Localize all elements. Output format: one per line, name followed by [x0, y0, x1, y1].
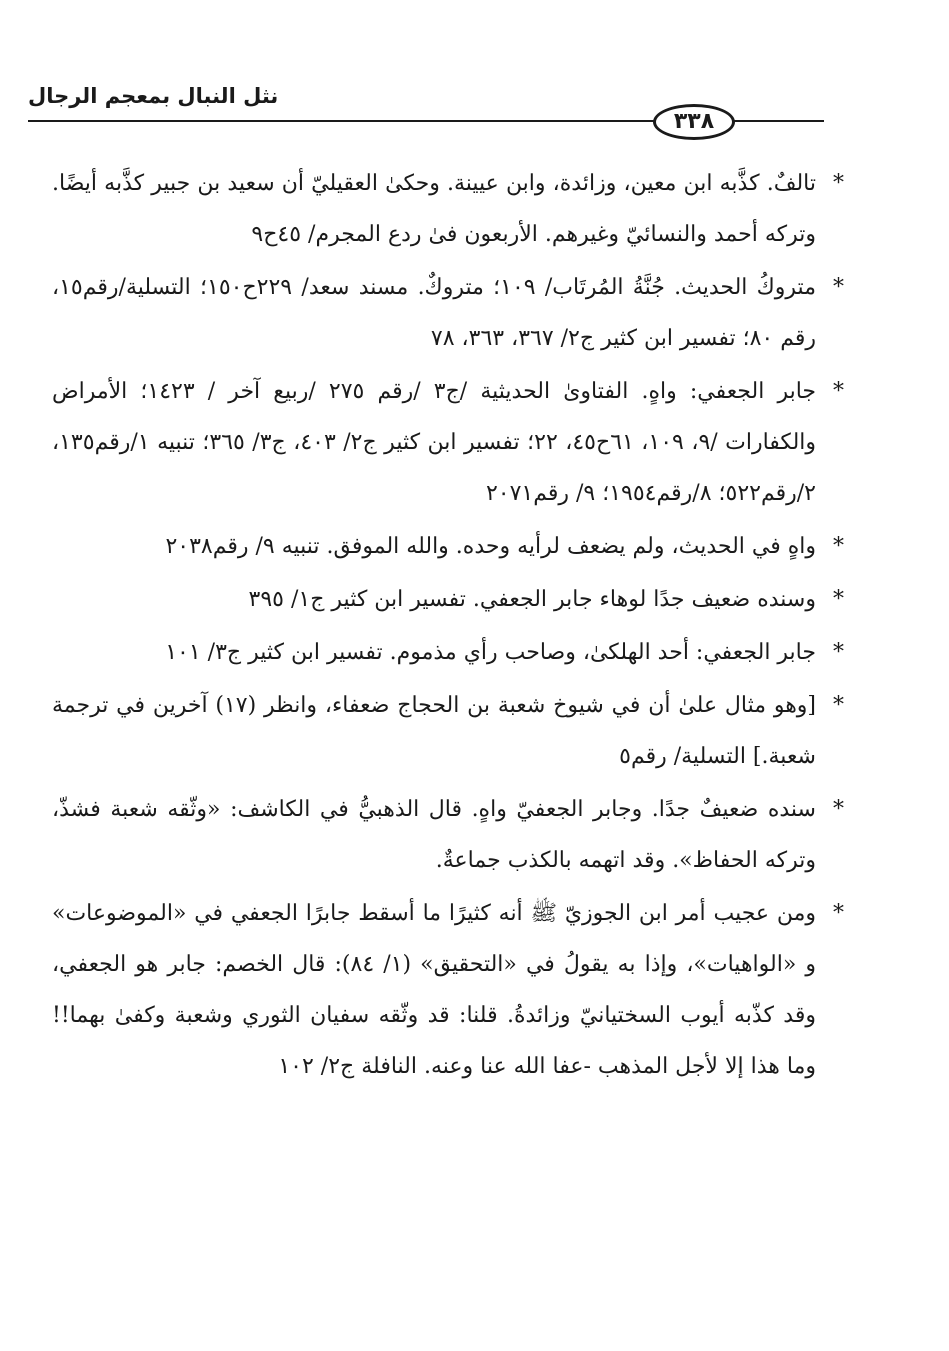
entry-text: متروكُ الحديث. جُنَّةُ المُرتَاب/ ١٠٩؛ متروكٌ. مسند سعد/ ٢٢٩ح١٥٠؛ التسلية/رقم١٥، رقم ٨٠؛ تفسير ابن كثير ج٢/ ٣٦٧، ٣٦٣، ٧٨ — [52, 275, 816, 351]
entry-4 — [52, 521, 844, 572]
entry-text: وسنده ضعيف جدًا لوهاء جابر الجعفي. تفسير ابن كثير ج١/ ٣٩٥ — [248, 587, 816, 612]
entry-text: جابر الجعفي: أحد الهلكىٰ، وصاحب رأي مذموم. تفسير ابن كثير ج٣/ ١٠١ — [165, 640, 816, 665]
entry-9 — [52, 888, 844, 1092]
entry-text: تالفٌ. كذَّبه ابن معين، وزائدة، وابن عيينة. وحكىٰ العقيليّ أن سعيد بن جبير كذَّبه أيضًا. وتركه أحمد والنسائيّ وغيرهم. الأربعون فىٰ ردع المجرم/ ٤٥ح٩ — [52, 171, 816, 247]
bullet-star-icon: * — [833, 534, 844, 559]
entry-8 — [52, 784, 844, 886]
page-body — [52, 158, 844, 1094]
entry-2 — [52, 262, 844, 364]
entry-text: واهٍ في الحديث، ولم يضعف لرأيه وحده. والله الموفق. تنبيه ٩/ رقم٢٠٣٨ — [165, 534, 816, 559]
bullet-star-icon: * — [833, 379, 844, 404]
bullet-star-icon: * — [833, 693, 844, 718]
entry-3 — [52, 366, 844, 519]
bullet-star-icon: * — [833, 640, 844, 665]
entry-6 — [52, 627, 844, 678]
running-header-title: نثل النبال بمعجم الرجال — [28, 84, 279, 108]
entry-5 — [52, 574, 844, 625]
entry-text: جابر الجعفي: واهٍ. الفتاوىٰ الحديثية /ج٣ /رقم ٢٧٥ /ربيع آخر / ١٤٢٣؛ الأمراض والكفارات /٩، ١٠٩، ٦١ح٤٥، ٢٢؛ تفسير ابن كثير ج٢/ ٤٠٣، ج٣/ ٣٦٥؛ تنبيه ١/رقم١٣٥، ٢/رقم٥٢٢؛ ٨/رقم١٩٥٤؛ ٩/ رقم٢٠٧١ — [52, 379, 817, 506]
entry-1 — [52, 158, 844, 260]
bullet-star-icon: * — [833, 275, 844, 300]
bullet-star-icon: * — [833, 797, 844, 822]
entry-7 — [52, 680, 844, 782]
bullet-star-icon: * — [833, 587, 844, 612]
entry-text: ومن عجيب أمر ابن الجوزيّ ﷺ أنه كثيرًا ما أسقط جابرًا الجعفي في «الموضوعات» و «الواهيات»، وإذا به يقولُ في «التحقيق» (١/ ٨٤): قال الخصم: جابر هو الجعفي، وقد كذّبه أيوب السختيانيّ وزائدةُ. قلنا: قد وثّقه سفيان الثوري وشعبة وكفىٰ بهما!! وما هذا إلا لأجل المذهب -عفا الله عنا وعنه. النافلة ج٢/ ١٠٢ — [52, 901, 817, 1079]
bullet-star-icon: * — [833, 901, 844, 926]
entry-text: [وهو مثال علىٰ أن في شيوخ شعبة بن الحجاج ضعفاء، وانظر (١٧) آخرين في ترجمة شعبة.] التسلية/ رقم٥ — [52, 693, 816, 769]
bullet-star-icon: * — [833, 171, 844, 196]
page-number: ٣٣٨ — [653, 104, 735, 140]
entry-text: سنده ضعيفٌ جدًا. وجابر الجعفيّ واهٍ. قال الذهبيُّ في الكاشف: «وثّقه شعبة فشذّ، وتركه الحفاظ». وقد اتهمه بالكذب جماعةٌ. — [52, 797, 816, 873]
